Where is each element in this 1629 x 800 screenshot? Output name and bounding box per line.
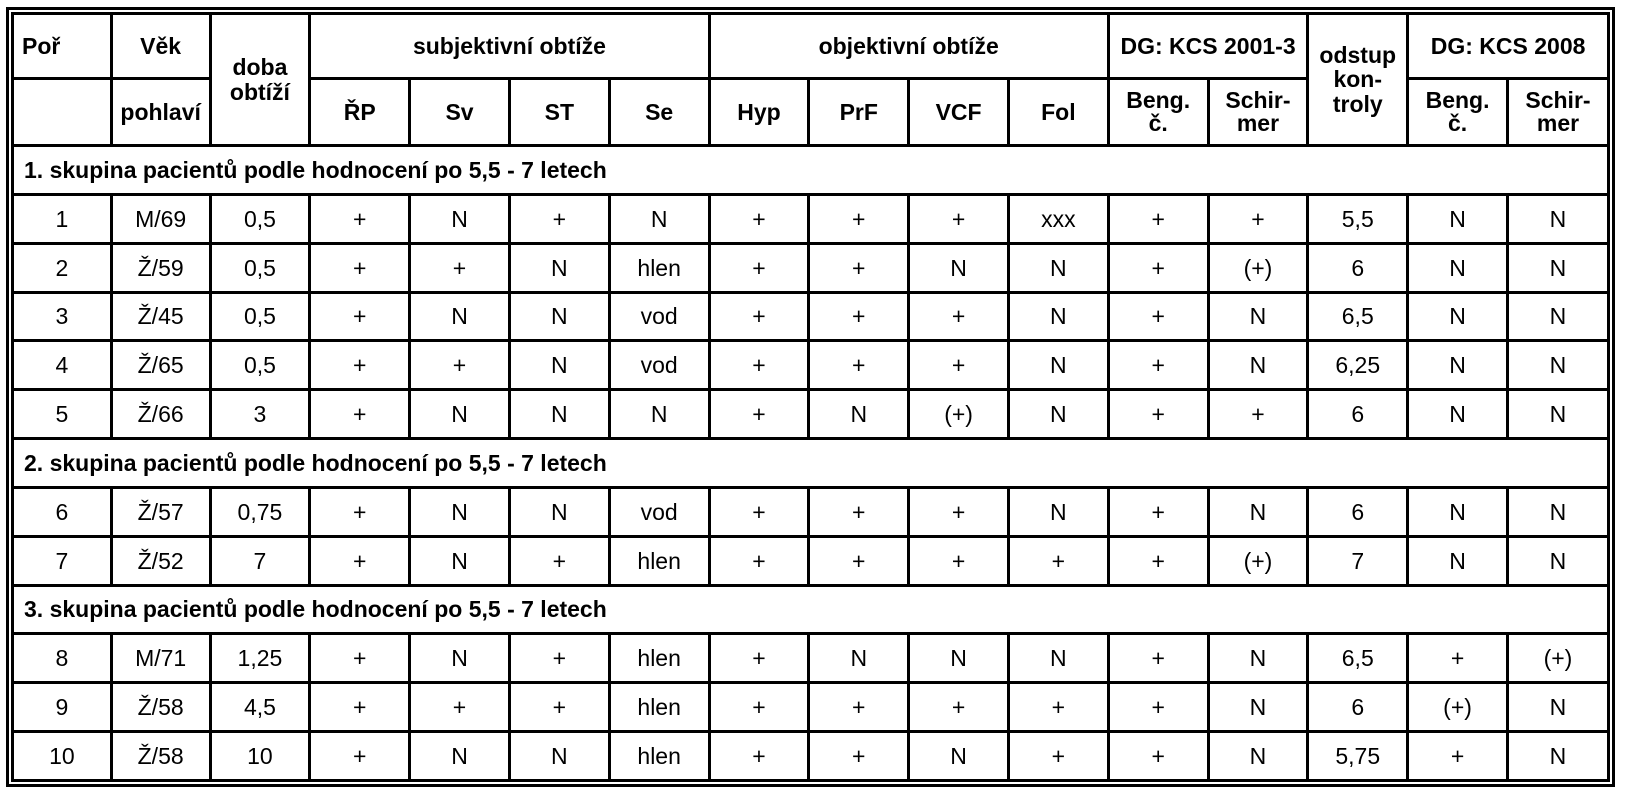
table-cell: Ž/66 <box>111 390 210 439</box>
table-cell: + <box>709 536 809 585</box>
table-cell: N <box>609 194 709 243</box>
table-cell: 4,5 <box>210 683 310 732</box>
table-cell: 6 <box>13 487 112 536</box>
table-cell: + <box>1108 292 1208 341</box>
table-row <box>13 683 1609 732</box>
table-cell: + <box>310 634 410 683</box>
table-cell: + <box>1108 243 1208 292</box>
table-row <box>13 292 1609 341</box>
table-cell: 7 <box>210 536 310 585</box>
table-cell: + <box>1008 536 1108 585</box>
header-beng-2001-line1: Beng. <box>1126 87 1191 113</box>
table-cell: + <box>809 341 909 390</box>
table-cell: 4 <box>13 341 112 390</box>
table-cell: N <box>410 292 510 341</box>
header-fol: Fol <box>1008 79 1108 146</box>
table-cell: + <box>1408 634 1508 683</box>
table-cell: (+) <box>909 390 1009 439</box>
group-label: 2. skupina pacientů podle hodnocení po 5,5 - 7 letech <box>13 439 1609 488</box>
table-cell: N <box>410 487 510 536</box>
table-cell: N <box>1208 732 1308 781</box>
table-cell: + <box>1108 732 1208 781</box>
table-cell: 0,5 <box>210 341 310 390</box>
table-cell: hlen <box>609 536 709 585</box>
table-cell: N <box>509 390 609 439</box>
table-cell: hlen <box>609 732 709 781</box>
table-cell: 6,25 <box>1308 341 1408 390</box>
table-cell: 6 <box>1308 683 1408 732</box>
table-cell: + <box>909 292 1009 341</box>
header-schirmer-2008-line2: mer <box>1536 110 1580 136</box>
table-cell: N <box>1208 634 1308 683</box>
header-subjective: subjektivní obtíže <box>310 14 709 79</box>
table-cell: + <box>1108 487 1208 536</box>
table-cell: 0,5 <box>210 292 310 341</box>
table-cell: Ž/65 <box>111 341 210 390</box>
group-row <box>13 585 1609 634</box>
table-cell: 3 <box>13 292 112 341</box>
table-cell: N <box>1408 487 1508 536</box>
header-schirmer-2001 <box>1208 79 1308 146</box>
table-cell: N <box>1008 634 1108 683</box>
table-cell: N <box>509 292 609 341</box>
header-schirmer-2008-line1: Schir- <box>1525 87 1591 113</box>
table-cell: N <box>1507 487 1608 536</box>
table-cell: 1 <box>13 194 112 243</box>
header-dg-2001: DG: KCS 2001-3 <box>1108 14 1308 79</box>
table-cell: + <box>410 243 510 292</box>
table-cell: N <box>1208 487 1308 536</box>
table-cell: + <box>809 536 909 585</box>
table-row <box>13 487 1609 536</box>
table-cell: + <box>809 683 909 732</box>
table-cell: N <box>809 390 909 439</box>
table-cell: + <box>310 194 410 243</box>
header-odstup-kontroly <box>1308 14 1408 146</box>
table-cell: + <box>310 243 410 292</box>
table-cell: N <box>1507 683 1608 732</box>
table-cell: + <box>709 732 809 781</box>
table-row <box>13 243 1609 292</box>
table-cell: + <box>909 683 1009 732</box>
table-cell: + <box>709 341 809 390</box>
table-cell: + <box>310 487 410 536</box>
table-cell: N <box>410 390 510 439</box>
table-cell: 1,25 <box>210 634 310 683</box>
table-cell: N <box>1008 487 1108 536</box>
header-beng-2008-line2: č. <box>1447 110 1468 136</box>
table-cell: + <box>809 292 909 341</box>
table-cell: N <box>1507 390 1608 439</box>
header-sv: Sv <box>410 79 510 146</box>
table-cell: Ž/58 <box>111 683 210 732</box>
table-cell: + <box>1108 536 1208 585</box>
table-cell: + <box>1208 390 1308 439</box>
table-cell: + <box>310 341 410 390</box>
table-cell: (+) <box>1507 634 1608 683</box>
table-cell: + <box>709 390 809 439</box>
table-cell: N <box>1208 292 1308 341</box>
table-cell: Ž/58 <box>111 732 210 781</box>
table-cell: hlen <box>609 243 709 292</box>
table-cell: + <box>809 194 909 243</box>
table-cell: N <box>1208 683 1308 732</box>
header-odstup-1: odstup <box>1319 42 1397 69</box>
table-row <box>13 390 1609 439</box>
table-cell: + <box>509 683 609 732</box>
header-schirmer-2001-line2: mer <box>1236 110 1280 136</box>
table-cell: + <box>310 536 410 585</box>
table-cell: M/69 <box>111 194 210 243</box>
header-odstup-2: kon- <box>1333 66 1383 93</box>
table-cell: + <box>310 292 410 341</box>
table-cell: + <box>1108 683 1208 732</box>
header-beng-2008 <box>1408 79 1508 146</box>
table-row <box>13 634 1609 683</box>
table-cell: Ž/57 <box>111 487 210 536</box>
table-cell: N <box>1008 292 1108 341</box>
table-cell: + <box>509 194 609 243</box>
table-cell: N <box>410 536 510 585</box>
table-cell: + <box>410 683 510 732</box>
table-cell: + <box>410 341 510 390</box>
table-cell: N <box>809 634 909 683</box>
table-cell: 6 <box>1308 390 1408 439</box>
header-beng-2001 <box>1108 79 1208 146</box>
group-label: 3. skupina pacientů podle hodnocení po 5,5 - 7 letech <box>13 585 1609 634</box>
table-cell: N <box>909 243 1009 292</box>
table-cell: Ž/45 <box>111 292 210 341</box>
table-cell: + <box>709 194 809 243</box>
header-beng-2008-line1: Beng. <box>1425 87 1490 113</box>
table-cell: 0,75 <box>210 487 310 536</box>
group-row <box>13 146 1609 195</box>
group-row <box>13 439 1609 488</box>
table-cell: N <box>1408 390 1508 439</box>
header-vek: Věk <box>111 14 210 79</box>
table-cell: N <box>909 732 1009 781</box>
table-cell: N <box>509 487 609 536</box>
table-cell: N <box>410 194 510 243</box>
table-cell: + <box>310 732 410 781</box>
header-vcf: VCF <box>909 79 1009 146</box>
table-cell: vod <box>609 341 709 390</box>
table-cell: + <box>709 683 809 732</box>
table-cell: N <box>1507 732 1608 781</box>
table-cell: + <box>1108 341 1208 390</box>
table-row <box>13 536 1609 585</box>
table-cell: + <box>709 292 809 341</box>
header-por: Poř <box>13 14 112 79</box>
table-cell: N <box>509 341 609 390</box>
table-cell: 8 <box>13 634 112 683</box>
header-doba: doba <box>232 54 288 81</box>
table-cell: 7 <box>1308 536 1408 585</box>
table-row <box>13 194 1609 243</box>
table-cell: N <box>909 634 1009 683</box>
table-cell: M/71 <box>111 634 210 683</box>
table-cell: 10 <box>210 732 310 781</box>
table-cell: N <box>1408 243 1508 292</box>
table-cell: 9 <box>13 683 112 732</box>
table-cell: N <box>1408 536 1508 585</box>
table-cell: 3 <box>210 390 310 439</box>
table-cell: + <box>709 634 809 683</box>
table-cell: N <box>1408 341 1508 390</box>
table-cell: + <box>909 487 1009 536</box>
header-objective: objektivní obtíže <box>709 14 1108 79</box>
table-cell: 0,5 <box>210 243 310 292</box>
table-cell: + <box>909 341 1009 390</box>
table-cell: hlen <box>609 683 709 732</box>
table-cell: + <box>1108 390 1208 439</box>
table-cell: Ž/59 <box>111 243 210 292</box>
table-cell: N <box>410 634 510 683</box>
header-por-empty <box>13 79 112 146</box>
header-obtizi: obtíží <box>229 78 290 105</box>
table-cell: N <box>1507 292 1608 341</box>
table-cell: 6 <box>1308 487 1408 536</box>
table-cell: + <box>310 390 410 439</box>
header-rp: ŘP <box>310 79 410 146</box>
table-cell: + <box>1408 732 1508 781</box>
table-cell: 2 <box>13 243 112 292</box>
table-cell: + <box>709 243 809 292</box>
table-cell: N <box>1507 341 1608 390</box>
patient-table <box>11 12 1610 782</box>
table-cell: + <box>1108 194 1208 243</box>
table-cell: N <box>1008 243 1108 292</box>
table-cell: N <box>609 390 709 439</box>
group-label: 1. skupina pacientů podle hodnocení po 5,5 - 7 letech <box>13 146 1609 195</box>
table-cell: N <box>1408 194 1508 243</box>
table-cell: 0,5 <box>210 194 310 243</box>
table-cell: xxx <box>1008 194 1108 243</box>
table-cell: 6 <box>1308 243 1408 292</box>
table-cell: N <box>1507 536 1608 585</box>
table-cell: 10 <box>13 732 112 781</box>
header-prf: PrF <box>809 79 909 146</box>
table-cell: + <box>809 243 909 292</box>
table-row <box>13 341 1609 390</box>
header-hyp: Hyp <box>709 79 809 146</box>
table-cell: + <box>509 634 609 683</box>
table-cell: + <box>909 194 1009 243</box>
table-cell: + <box>709 487 809 536</box>
table-body <box>13 146 1609 781</box>
header-schirmer-2008 <box>1507 79 1608 146</box>
header-beng-2001-line2: č. <box>1148 110 1168 136</box>
table-cell: 6,5 <box>1308 634 1408 683</box>
table-cell: 7 <box>13 536 112 585</box>
table-cell: + <box>509 536 609 585</box>
table-cell: N <box>509 243 609 292</box>
table-cell: vod <box>609 487 709 536</box>
table-cell: + <box>1008 683 1108 732</box>
table-cell: hlen <box>609 634 709 683</box>
table-cell: (+) <box>1408 683 1508 732</box>
table-cell: + <box>310 683 410 732</box>
header-st: ST <box>509 79 609 146</box>
header-odstup-3: troly <box>1332 90 1383 117</box>
table-cell: N <box>1507 194 1608 243</box>
table-cell: + <box>1008 732 1108 781</box>
header-se: Se <box>609 79 709 146</box>
table-cell: 5,5 <box>1308 194 1408 243</box>
table-cell: vod <box>609 292 709 341</box>
table-row <box>13 732 1609 781</box>
header-schirmer-2001-line1: Schir- <box>1225 87 1291 113</box>
table-cell: + <box>809 732 909 781</box>
table-cell: N <box>1008 390 1108 439</box>
table-cell: 6,5 <box>1308 292 1408 341</box>
table-cell: + <box>909 536 1009 585</box>
table-cell: + <box>1108 634 1208 683</box>
table-cell: Ž/52 <box>111 536 210 585</box>
table-cell: (+) <box>1208 536 1308 585</box>
table-cell: N <box>1008 341 1108 390</box>
table-cell: N <box>1208 341 1308 390</box>
table-cell: N <box>410 732 510 781</box>
table-cell: N <box>1408 292 1508 341</box>
header-doba-obtizi <box>210 14 310 146</box>
header-pohlavi: pohlaví <box>111 79 210 146</box>
header-dg-2008: DG: KCS 2008 <box>1408 14 1609 79</box>
table-cell: N <box>1507 243 1608 292</box>
table-cell: (+) <box>1208 243 1308 292</box>
table-cell: + <box>809 487 909 536</box>
table-cell: N <box>509 732 609 781</box>
table-cell: + <box>1208 194 1308 243</box>
table-cell: 5 <box>13 390 112 439</box>
table-cell: 5,75 <box>1308 732 1408 781</box>
